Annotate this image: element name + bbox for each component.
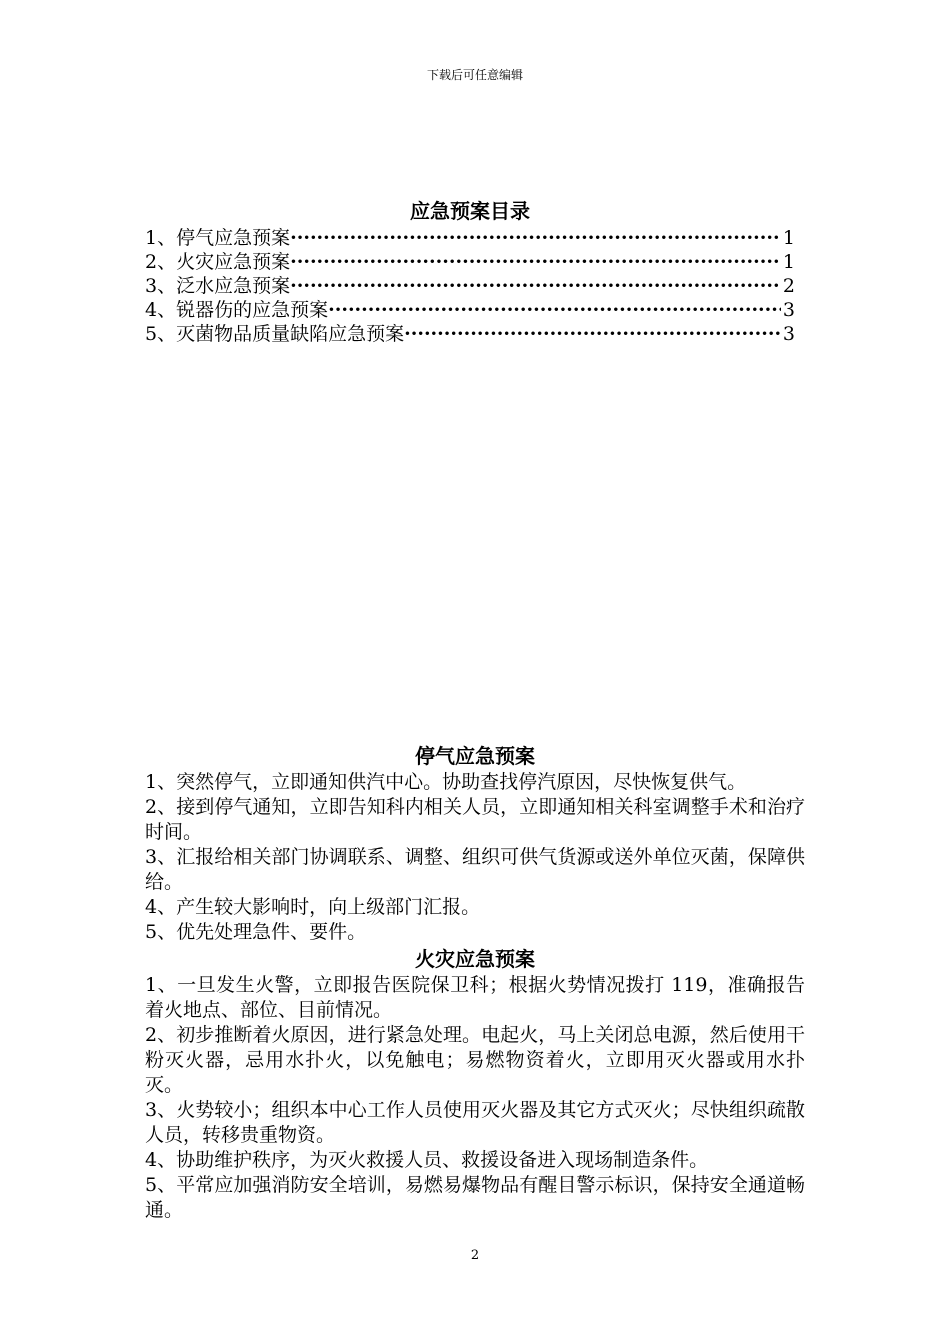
section-fire <box>145 945 805 1223</box>
paragraph: 3、火势较小；组织本中心工作人员使用灭火器及其它方式灭火；尽快组织疏散人员，转移贵重物资。 <box>145 1099 805 1146</box>
toc-leader-dots <box>290 250 781 274</box>
page-number: 2 <box>470 1248 480 1263</box>
table-of-contents <box>145 196 795 346</box>
toc-title: 应急预案目录 <box>410 199 530 223</box>
toc-item-label: 4、锐器伤的应急预案 <box>145 299 329 321</box>
toc-item <box>145 322 795 346</box>
paragraph: 1、突然停气，立即通知供汽中心。协助查找停汽原因，尽快恢复供气。 <box>145 771 747 793</box>
paragraph: 2、接到停气通知，立即告知科内相关人员，立即通知相关科室调整手术和治疗时间。 <box>145 796 805 843</box>
header-note: 下载后可任意编辑 <box>426 68 523 82</box>
paragraph: 1、一旦发生火警，立即报告医院保卫科；根据火势情况拨打 119，准确报告着火地点、部位、目前情况。 <box>145 974 805 1021</box>
toc-leader-dots <box>404 322 781 346</box>
toc-item-page: 1 <box>782 227 795 249</box>
toc-leader-dots <box>290 226 781 250</box>
paragraph: 4、产生较大影响时，向上级部门汇报。 <box>145 896 481 918</box>
toc-item-label: 1、停气应急预案 <box>145 227 291 249</box>
paragraph: 4、协助维护秩序，为灭火救援人员、救援设备进入现场制造条件。 <box>145 1149 709 1171</box>
paragraph: 5、优先处理急件、要件。 <box>145 921 367 943</box>
toc-item-label: 2、火灾应急预案 <box>145 251 291 273</box>
toc-leader-dots <box>328 298 781 322</box>
toc-item-label: 3、泛水应急预案 <box>145 275 291 297</box>
paragraph: 3、汇报给相关部门协调联系、调整、组织可供气货源或送外单位灭菌，保障供给。 <box>145 846 805 893</box>
toc-item <box>145 274 795 298</box>
toc-item-page: 3 <box>782 323 795 345</box>
paragraph: 2、初步推断着火原因，进行紧急处理。电起火，马上关闭总电源，然后使用干粉灭火器，忌用水扑火，以免触电；易燃物资着火，立即用灭火器或用水扑灭。 <box>145 1024 805 1096</box>
toc-item-label: 5、灭菌物品质量缺陷应急预案 <box>145 323 405 345</box>
paragraph: 5、平常应加强消防安全培训，易燃易爆物品有醒目警示标识，保持安全通道畅通。 <box>145 1174 805 1221</box>
document-body <box>145 742 805 1223</box>
section-gas-outage <box>145 742 805 945</box>
toc-leader-dots <box>290 274 781 298</box>
toc-item <box>145 250 795 274</box>
toc-item-page: 3 <box>782 299 795 321</box>
toc-item <box>145 226 795 250</box>
section-title: 火灾应急预案 <box>415 947 535 971</box>
section-title: 停气应急预案 <box>415 744 535 768</box>
toc-item <box>145 298 795 322</box>
toc-item-page: 1 <box>782 251 795 273</box>
toc-item-page: 2 <box>782 275 795 297</box>
